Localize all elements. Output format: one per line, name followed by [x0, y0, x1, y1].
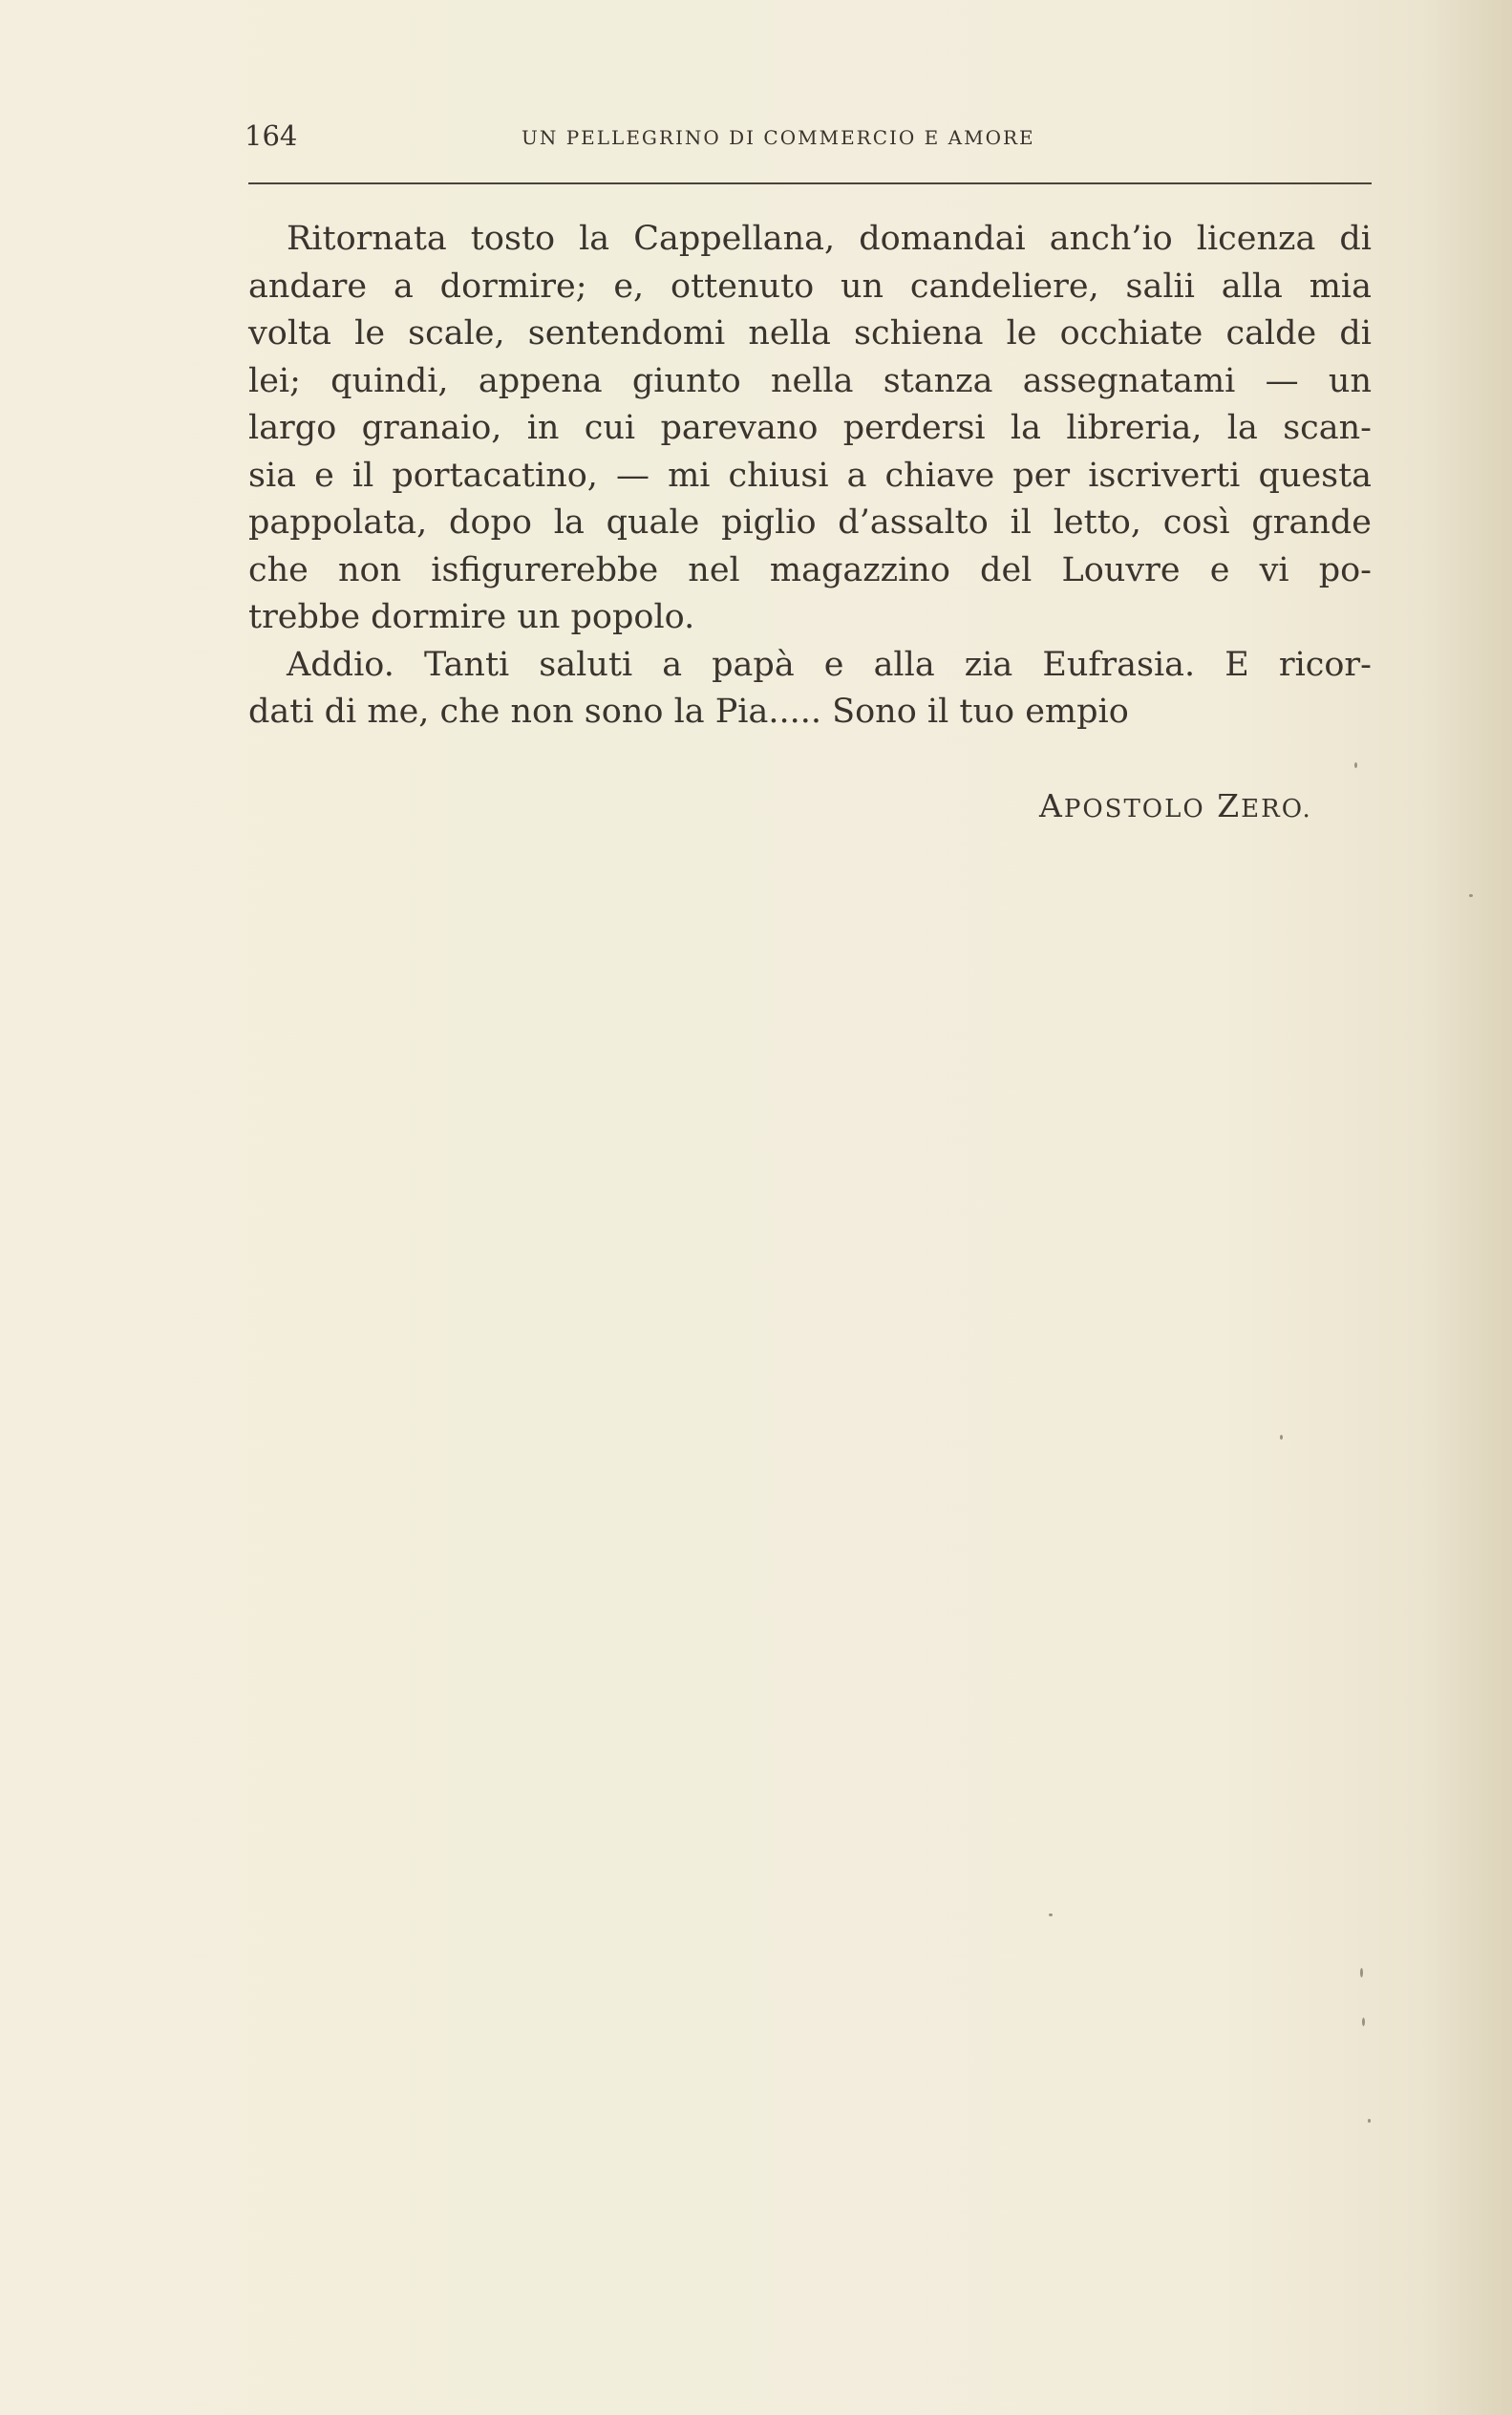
text-line: dati di me, che non sono la Pia..... Sono il tuo empio: [248, 693, 1129, 731]
page-number: 164: [245, 119, 298, 152]
paper-speck: [1049, 1913, 1053, 1916]
paper-speck: [1368, 2119, 1371, 2123]
paper-speck: [1280, 1435, 1283, 1440]
text-line: sia e il portacatino, — mi chiusi a chiave per iscriverti questa: [248, 456, 1372, 495]
text-line: che non isfigurerebbe nel magazzino del Louvre e vi po-: [248, 550, 1372, 589]
paragraph-2: [248, 642, 1372, 737]
text-line: lei; quindi, appena giunto nella stanza assegnatami — un: [248, 361, 1372, 400]
text-line: trebbe dormire un popolo.: [248, 598, 695, 636]
signature: [1039, 787, 1312, 828]
header-rule: [248, 182, 1372, 184]
paper-speck: [1362, 2018, 1365, 2026]
text-line: andare a dormire; e, ottenuto un candeliere, salii alla mia: [248, 267, 1372, 306]
paper-speck: [1354, 762, 1357, 768]
signature-initial: Z: [1217, 787, 1242, 824]
text-line: largo granaio, in cui parevano perdersi la libreria, la scan-: [248, 409, 1372, 447]
body-text: [248, 216, 1372, 737]
paragraph-1: [248, 216, 1372, 642]
text-line: Addio. Tanti saluti a papà e alla zia Eufrasia. E ricor-: [287, 645, 1372, 684]
page-header: [245, 120, 1372, 159]
signature-initial: A: [1039, 787, 1064, 824]
text-line: pappolata, dopo la quale piglio d’assalto il letto, così grande: [248, 503, 1372, 542]
signature-smallcaps: POSTOLO: [1063, 795, 1205, 823]
paper-speck: [1360, 1968, 1363, 1977]
paper-speck: [1469, 894, 1473, 897]
running-title: UN PELLEGRINO DI COMMERCIO E AMORE: [522, 126, 1035, 149]
signature-smallcaps: ERO.: [1241, 795, 1312, 823]
text-line: volta le scale, sentendomi nella schiena le occhiate calde di: [248, 314, 1372, 353]
text-line: Ritornata tosto la Cappellana, domandai anch’io licenza di: [287, 220, 1372, 258]
